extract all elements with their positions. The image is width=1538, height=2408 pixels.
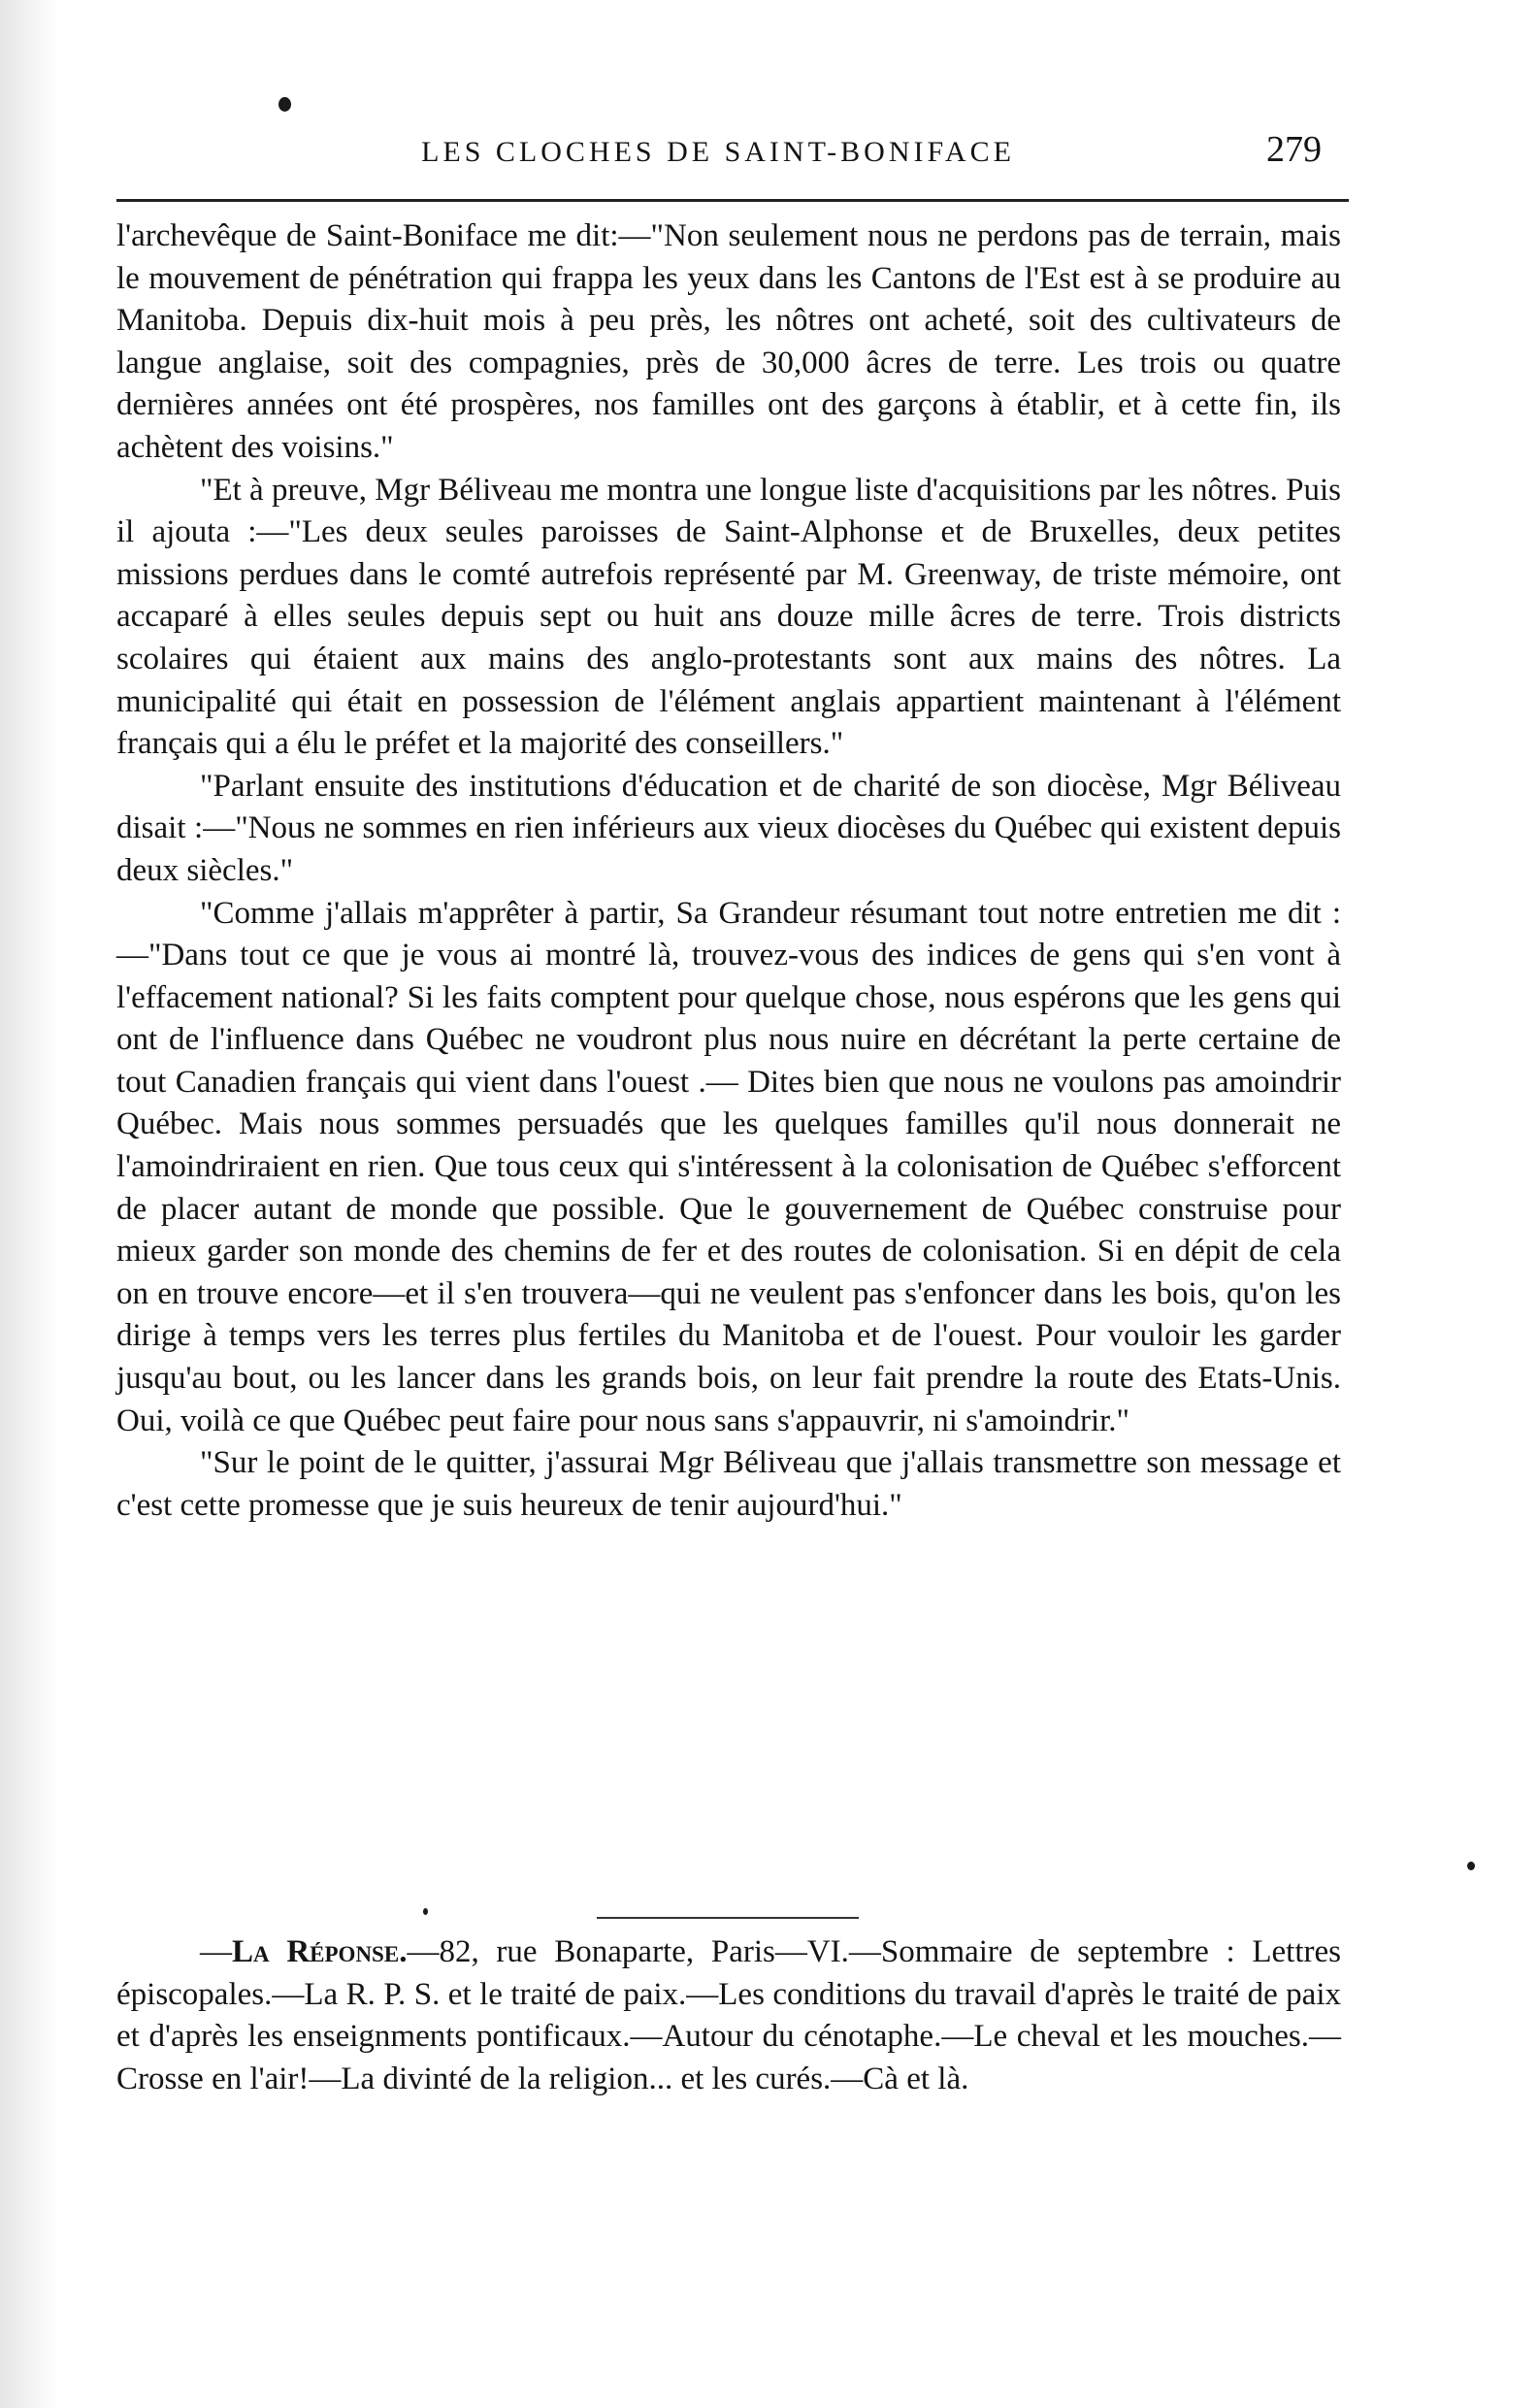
ink-speck bbox=[1467, 1862, 1475, 1870]
running-header: LES CLOCHES DE SAINT-BONIFACE bbox=[421, 136, 1015, 168]
header-rule bbox=[116, 199, 1349, 202]
ink-speck bbox=[423, 1908, 428, 1915]
body-text bbox=[116, 215, 1341, 1527]
note-dash: — bbox=[200, 1934, 232, 1969]
paragraph: "Sur le point de le quitter, j'assurai Mgr Béliveau que j'allais transmettre son message et c'est cette promesse que je suis heureux de tenir aujourd'hui." bbox=[116, 1445, 1341, 1523]
review-note bbox=[116, 1931, 1341, 2100]
note-title: La Réponse. bbox=[232, 1934, 408, 1969]
paragraph: "Parlant ensuite des institutions d'éducation et de charité de son diocèse, Mgr Béliveau disait :—"Nous ne sommes en rien inférieurs aux vieux diocèses du Québec qui existent depuis deux siècles." bbox=[116, 768, 1341, 888]
note-text: —82, rue Bonaparte, Paris—VI.—Sommaire de septembre : Lettres épiscopales.—La R. P. S. et le traité de paix.—Les conditions du travail d'après le traité de paix et d'après les enseignments pontificaux.—Autour du cénotaphe.—Le cheval et les mouches.—Crosse en l'air!—La divinté de la religion... et les curés.—Cà et là. bbox=[116, 1934, 1341, 2096]
paragraph: "Comme j'allais m'apprêter à partir, Sa Grandeur résumant tout notre entretien me dit :—"Dans tout ce que je vous ai montré là, trouvez-vous des indices de gens qui s'en vont à l'effacement national? Si les faits comptent pour quelque chose, nous espérons que les gens qui ont de l'influence dans Québec ne voudront plus nous nuire en décrétant la perte certaine de tout Canadien français qui vient dans l'ouest .— Dites bien que nous ne voulons pas amoindrir Québec. Mais nous sommes persuadés que les quelques familles qu'il nous donnerait ne l'amoindriraient en rien. Que tous ceux qui s'intéressent à la colonisation de Québec s'efforcent de placer autant de monde que possible. Que le gouvernement de Québec construise pour mieux garder son monde des chemins de fer et des routes de colonisation. Si en dépit de cela on en trouve encore—et il s'en trouvera—qui ne veulent pas s'enfoncer dans les bois, qu'on les dirige à temps vers les terres plus fertiles du Manitoba et de l'ouest. Pour vouloir les garder jusqu'au bout, ou les lancer dans les grands bois, on leur fait prendre la route des Etats-Unis. Oui, voilà ce que Québec peut faire pour nous sans s'appauvrir, ni s'amoindrir." bbox=[116, 895, 1341, 1438]
footnote-rule bbox=[597, 1917, 859, 1919]
ink-speck bbox=[278, 97, 291, 112]
paragraph: "Et à preuve, Mgr Béliveau me montra une longue liste d'acquisitions par les nôtres. Puis il ajouta :—"Les deux seules paroisses de Saint-Alphonse et de Bruxelles, deux petites missions perdues dans le comté autrefois représenté par M. Greenway, de triste mémoire, ont accaparé à elles seules depuis sept ou huit ans douze mille âcres de terre. Trois districts scolaires qui étaient aux mains des anglo-protestants sont aux mains des nôtres. La municipalité qui était en possession de l'élément anglais appartient maintenant à l'élément français qui a élu le préfet et la majorité des conseillers." bbox=[116, 472, 1341, 762]
page-number: 279 bbox=[1266, 129, 1322, 170]
page-edge-shadow bbox=[0, 0, 58, 2408]
paragraph: l'archevêque de Saint-Boniface me dit:—"Non seulement nous ne perdons pas de terrain, mais le mouvement de pénétration qui frappa les yeux dans les Cantons de l'Est est à se produire au Manitoba. Depuis dix-huit mois à peu près, les nôtres ont acheté, soit des cultivateurs de langue anglaise, soit des compagnies, près de 30,000 âcres de terre. Les trois ou quatre dernières années ont été prospères, nos familles ont des garçons à établir, et à cette fin, ils achètent des voisins." bbox=[116, 218, 1341, 465]
